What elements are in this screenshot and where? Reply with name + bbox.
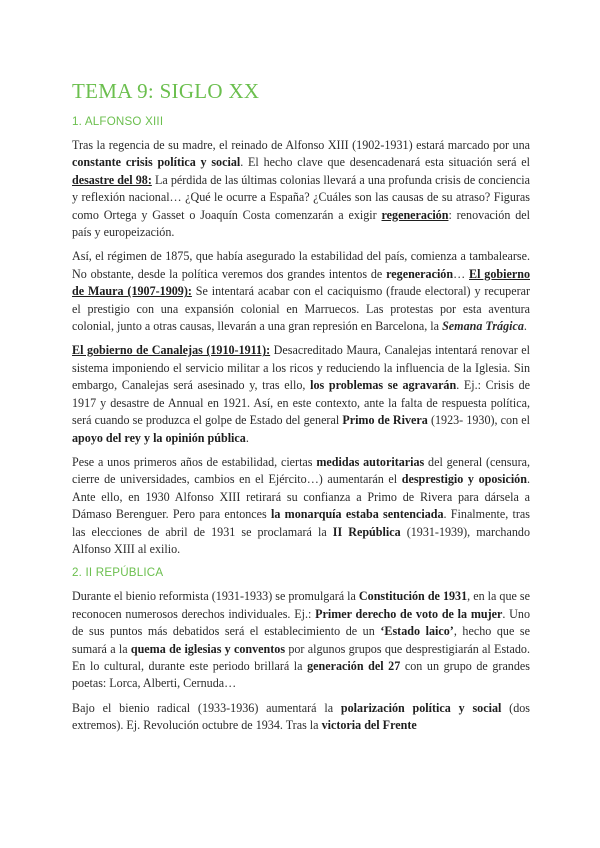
bold-term: los problemas se agravarán <box>310 378 457 393</box>
page-title: TEMA 9: SIGLO XX <box>72 79 260 103</box>
text-span: … <box>453 266 470 281</box>
text-span: con un grupo de grandes poetas: Lorca, Alberti, Cernuda… <box>72 658 530 691</box>
bold-term: II República <box>332 524 401 539</box>
bold-term: generación del 27 <box>307 658 401 673</box>
text-span: : renovación del país y europeización. <box>72 207 530 240</box>
bold-term: medidas autoritarias <box>316 454 425 469</box>
section-heading-ii-republica: 2. II REPÚBLICA <box>72 566 164 580</box>
bold-term: desprestigio y oposición <box>401 472 527 487</box>
text-span: . Finalmente, tras las elecciones de abril de 1931 se proclamará la <box>72 507 530 539</box>
bold-term: quema de iglesias y conventos <box>130 641 286 656</box>
text-span: . Ej.: Crisis de 1917 y desastre de Annual en 1921. Así, en este contexto, ante la falta de respuesta política, será cuando se produzca el golpe de Estado del general <box>72 378 530 428</box>
paragraph-primo-de-rivera <box>72 454 530 558</box>
text-span: , en la que se reconocen numerosos derechos individuales. Ej.: <box>72 589 530 621</box>
bold-term: victoria del Frente <box>321 718 417 733</box>
bold-underlined-term: regeneración <box>381 207 449 222</box>
text-span: Se intentará acabar con el caciquismo (fraude electoral) y recuperar el prestigio con una expansión colonial en Marruecos. Las protestas por esta aventura colonial, junto a otras causas, llevarán a una gran represión en Barcelona, la <box>72 284 530 334</box>
text-span: del general (censura, cierre de universidades, cambios en el Ejército…) aumentarán el <box>72 454 530 487</box>
section-heading-alfonso-xiii: 1. ALFONSO XIII <box>72 115 164 128</box>
text-span: Bajo el bienio radical (1933-1936) aumentará la <box>72 700 341 715</box>
text-span: (1923- 1930), con el <box>427 413 530 428</box>
text-span: . <box>523 319 527 334</box>
text-span: por algunos grupos que desprestigiarán al Estado. En lo cultural, durante este periodo brillará la <box>72 641 530 673</box>
document-page <box>72 78 530 742</box>
text-span: Durante el bienio reformista (1931-1933) se promulgará la <box>72 589 359 604</box>
paragraph-bienio-reformista <box>72 588 530 692</box>
text-span: . Uno de sus puntos más debatidos será el establecimiento de un <box>72 606 530 639</box>
text-span: (1931-1939), marchando Alfonso XIII al exilio. <box>72 524 530 556</box>
bold-term: Primer derecho de voto de la mujer <box>315 606 503 621</box>
paragraph-maura <box>72 248 530 335</box>
bold-term: constante crisis política y social <box>72 155 241 170</box>
bold-italic-term: Semana Trágica <box>442 319 524 334</box>
text-span: , hecho que se sumará a la <box>72 624 530 656</box>
bold-term: Primo de Rivera <box>342 413 428 428</box>
text-span: Pese a unos primeros años de estabilidad, ciertas <box>72 454 317 469</box>
bold-term: ‘Estado laico’ <box>380 624 454 639</box>
bold-term: polarización política y social <box>340 700 502 715</box>
text-span: . Ante ello, en 1930 Alfonso XIII retirará su confianza a Primo de Rivera para dársela a Dámaso Berenguer. Pero para entonces <box>72 472 530 522</box>
text-span: Tras la regencia de su madre, el reinado de Alfonso XIII (1902-1931) estará marcado por una <box>72 138 530 152</box>
bold-term: apoyo del rey y la opinión pública <box>72 430 246 445</box>
text-span: (dos extremos). Ej. Revolución octubre de 1934. Tras la <box>72 700 531 733</box>
text-span: . <box>245 430 249 445</box>
bold-underlined-term: El gobierno de Canalejas (1910-1911): <box>72 343 271 358</box>
text-span: Desacreditado Maura, Canalejas intentará renovar el sistema imponiendo el servicio militar a los ricos y reduciendo la influencia de la Iglesia. Sin embargo, Canalejas será asesinado y, tras ello, <box>72 343 530 393</box>
bold-underlined-term: El gobierno de Maura (1907-1909): <box>72 266 530 299</box>
paragraph-canalejas <box>72 342 530 446</box>
bold-term: Constitución de 1931 <box>358 589 468 604</box>
bold-term: regeneración <box>386 266 454 281</box>
bold-term: la monarquía estaba sentenciada <box>271 507 444 522</box>
paragraph-reinado <box>72 137 530 241</box>
bold-underlined-term: desastre del 98: <box>72 172 152 187</box>
paragraph-bienio-radical <box>72 700 530 735</box>
text-span: . El hecho clave que desencadenará esta situación será el <box>240 155 530 170</box>
text-span: Así, el régimen de 1875, que había asegurado la estabilidad del país, comienza a tambalearse. No obstante, desde la política veremos dos grandes intentos de <box>72 249 530 281</box>
text-span: La pérdida de las últimas colonias llevará a una profunda crisis de conciencia y reflexión nacional… ¿Qué le ocurre a España? ¿Cuáles son las causas de su atraso? Figuras como Ortega y Gasset o Joaquín Costa comenzarán a exigir <box>72 172 530 222</box>
